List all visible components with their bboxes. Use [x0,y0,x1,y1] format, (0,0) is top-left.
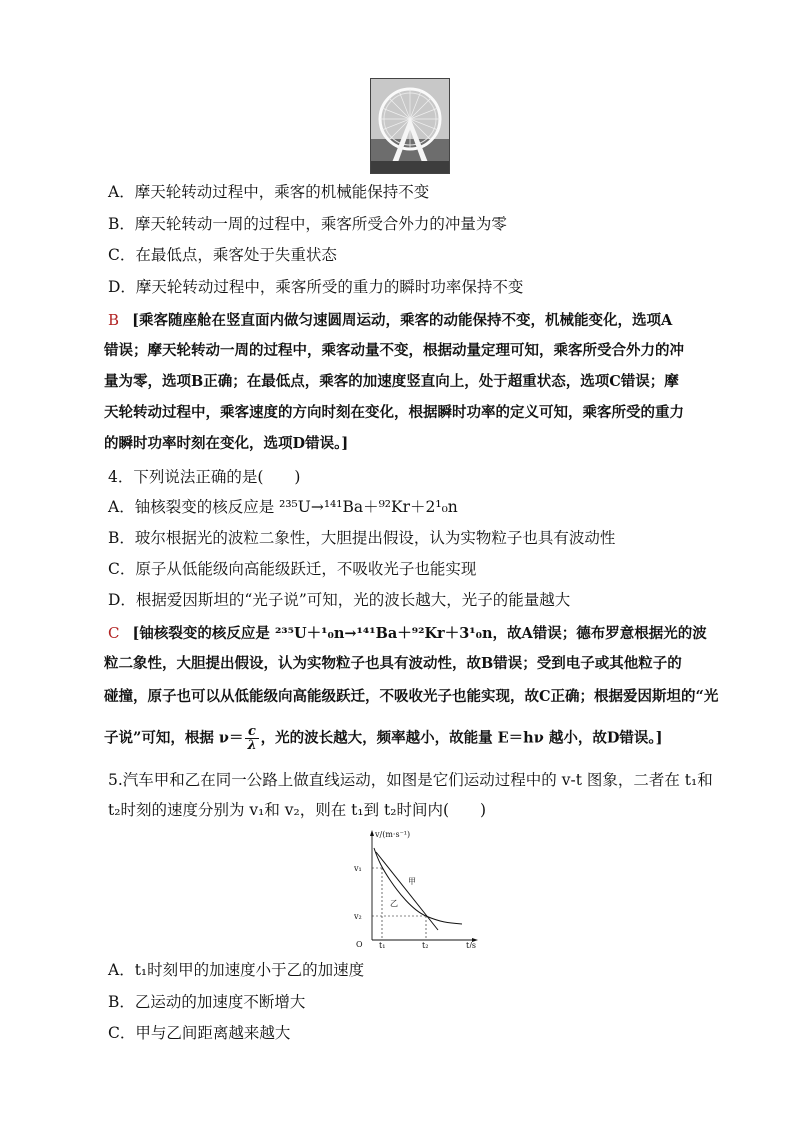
y-axis-arrow [370,830,374,836]
fraction-denominator: λ [247,738,257,753]
q5-option-a: A．t₁时刻甲的加速度小于乙的加速度 [108,961,365,979]
origin-label: O [356,940,363,948]
q4-explanation-line-1 [108,623,707,644]
y-tick-v2: v₂ [354,912,362,921]
q3-answer-letter: B [108,311,120,329]
q3-explanation-line-1 [108,310,672,331]
fraction-numerator: c [245,725,258,739]
ferris-wheel-photo [370,78,450,174]
q5-stem-line-1: 5.汽车甲和乙在同一公路上做直线运动，如图是它们运动过程中的 v-t 图象，二者在 t₁和 [108,771,713,789]
q3-option-b: B．摩天轮转动一周的过程中，乘客所受合外力的冲量为零 [108,215,507,233]
q4-explanation-line-2: 粒二象性，大胆提出假设，认为实物粒子也具有波动性，故B错误；受到电子或其他粒子的 [104,655,682,672]
q4-option-a-text: A．铀核裂变的核反应是 [108,498,280,516]
y-axis-label: v/(m·s⁻¹) [375,830,411,839]
q3-option-c: C．在最低点，乘客处于失重状态 [108,246,337,264]
q3-explanation-text-1: [乘客随座舱在竖直面内做匀速圆周运动，乘客的动能保持不变，机械能变化，选项A [132,312,673,329]
q4-option-a [108,497,458,517]
q3-option-d: D．摩天轮转动过程中，乘客所受的重力的瞬时功率保持不变 [108,278,524,296]
q5-option-b: B．乙运动的加速度不断增大 [108,993,306,1011]
x-tick-t1: t₁ [379,941,386,948]
q4-explanation-last-suffix: ，光的波长越大，频率越小，故能量 E＝hν 越小，故D错误。] [260,729,663,747]
q4-option-b: B．玻尔根据光的波粒二象性，大胆提出假设，认为实物粒子也具有波动性 [108,529,616,547]
q3-explanation-line-4: 天轮转动过程中，乘客速度的方向时刻在变化，根据瞬时功率的定义可知，乘客所受的重力 [104,404,684,421]
series-yi-label: 乙 [390,899,398,908]
series-yi-curve [374,848,462,924]
q4-stem: 4．下列说法正确的是( ) [108,468,301,486]
q4-option-a-formula: ²³⁵U→¹⁴¹Ba＋⁹²Kr＋2¹₀n [279,498,458,516]
y-tick-v1: v₁ [354,864,362,873]
ferris-wheel-illustration [371,79,449,173]
q4-explanation-text-1: [铀核裂变的核反应是 ²³⁵U＋¹₀n→¹⁴¹Ba＋⁹²Kr＋3¹₀n，故A错误；德布罗意根据光的波 [132,625,707,642]
q3-option-a: A．摩天轮转动过程中，乘客的机械能保持不变 [108,183,430,201]
q4-option-d: D．根据爱因斯坦的“光子说”可知，光的波长越大，光子的能量越大 [108,591,571,609]
series-jia-line [376,852,438,930]
q3-explanation-line-2: 错误；摩天轮转动一周的过程中，乘客动量不变，根据动量定理可知，乘客所受合外力的冲 [104,342,684,359]
q4-option-c: C．原子从低能级向高能级跃迁，不吸收光子也能实现 [108,560,477,578]
q5-stem-line-2: t₂时刻的速度分别为 v₁和 v₂，则在 t₁到 t₂时间内( ) [108,801,487,819]
x-axis-label: t/s [466,941,477,948]
q3-explanation-line-5: 的瞬时功率时刻在变化，选项D错误。] [104,435,349,452]
formula-fraction [245,725,258,752]
q4-explanation-last-prefix: 子说”可知，根据 ν＝ [104,729,244,747]
x-tick-t2: t₂ [422,941,429,948]
series-jia-label: 甲 [408,877,416,886]
q5-option-c: C．甲与乙间距离越来越大 [108,1024,291,1042]
v-t-chart [342,826,484,948]
q4-answer-letter: C [108,624,120,642]
q3-explanation-line-3: 量为零，选项B正确；在最低点，乘客的加速度竖直向上，处于超重状态，选项C错误；摩 [104,373,679,390]
q4-explanation-line-3: 碰撞，原子也可以从低能级向高能级跃迁，不吸收光子也能实现，故C正确；根据爱因斯坦的“光 [104,688,719,705]
q4-explanation-line-4 [104,725,663,752]
